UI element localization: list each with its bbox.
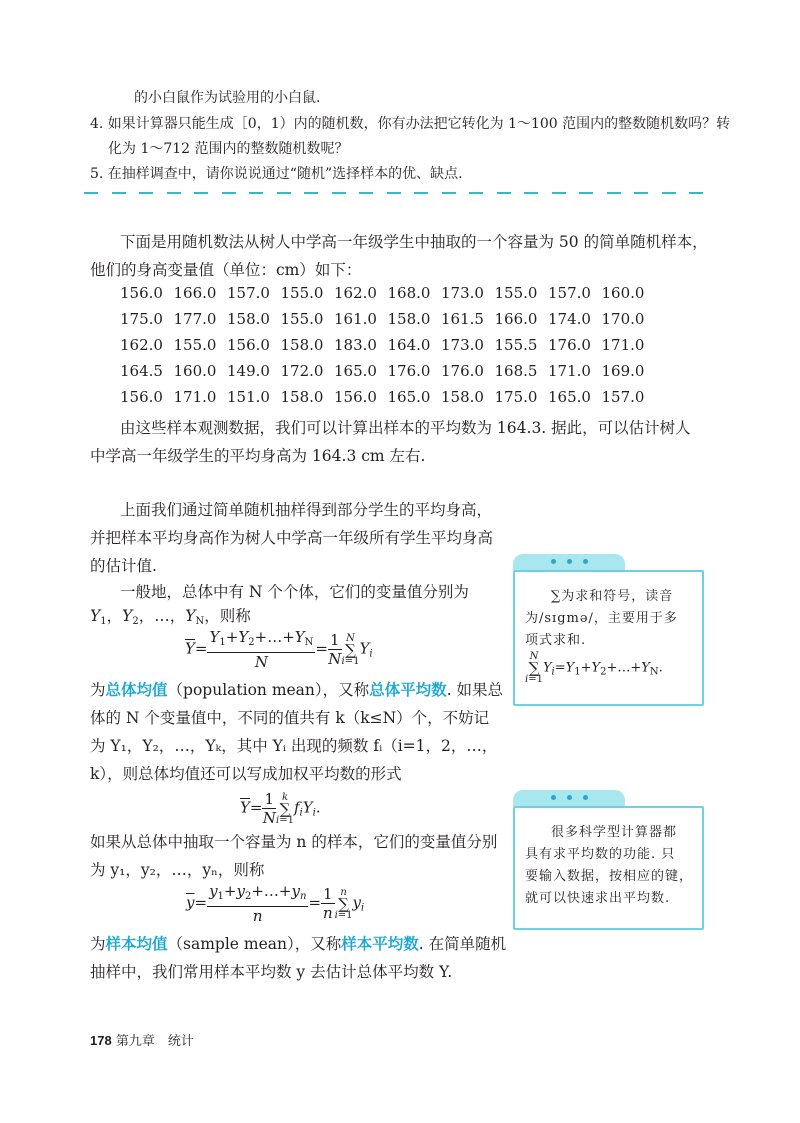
- height-value: 166.0: [173, 284, 217, 302]
- divider-dash: [359, 192, 373, 194]
- divider-dash: [552, 192, 566, 194]
- section2-p1-line1: 上面我们通过简单随机抽样得到部分学生的平均身高，: [120, 501, 493, 519]
- exercise-continuation: 的小白鼠作为试验用的小白鼠.: [134, 90, 321, 106]
- height-value: 175.0: [120, 310, 163, 328]
- divider-dash: [249, 192, 263, 194]
- divider-dash: [414, 192, 428, 194]
- chapter-label: 第九章 统计: [115, 1034, 194, 1049]
- intro-line2: 他们的身高变量值（单位：cm）如下：: [90, 261, 362, 279]
- sidebar-note-calculator: [513, 806, 704, 930]
- height-value: 173.0: [441, 336, 484, 354]
- exercise-4-line2: 化为 1～712 范围内的整数随机数呢？: [108, 141, 349, 157]
- divider-dash: [524, 192, 538, 194]
- height-value: 156.0: [120, 388, 163, 406]
- height-value: 176.0: [441, 362, 484, 380]
- exercise-5: 5. 在抽样调查中，请你说说通过“随机”选择样本的优、缺点.: [90, 166, 463, 182]
- height-value: 177.0: [173, 310, 217, 328]
- height-value: 158.0: [280, 336, 324, 354]
- height-value: 161.5: [441, 310, 484, 328]
- line-g: 抽样中，我们常用样本平均数 y 去估计总体平均数 Y.: [90, 963, 453, 981]
- height-value: 171.0: [548, 362, 591, 380]
- height-value: 172.0: [280, 362, 324, 380]
- formula-population-mean: $\overline{Y}=$ $\frac{Y_1+Y_2+\dots+Y_N}{N}$ = $\frac{1}{N}$ N ∑ $i=1Y_i$: [185, 628, 373, 671]
- height-value: 166.0: [494, 310, 538, 328]
- height-value: 170.0: [601, 310, 645, 328]
- after-table-line2: 中学高一年级学生的平均身高为 164.3 cm 左右.: [90, 447, 426, 465]
- sidebar1-sum-formula: N ∑ $i=1Y_i=Y_1+Y_2+\dots+Y_N$.: [525, 651, 663, 685]
- height-value: 155.0: [280, 284, 324, 302]
- line-f: 为 y₁，y₂，…，yₙ，则称: [90, 861, 265, 879]
- height-value: 169.0: [601, 362, 645, 380]
- section2-p2-line2: $Y_1$，$Y_2$，…，$Y_N$，则称: [90, 607, 251, 627]
- height-value: 151.0: [227, 388, 270, 406]
- height-value: 158.0: [280, 388, 324, 406]
- intro-line1: 下面是用随机数法从树人中学高一年级学生中抽取的一个容量为 50 的简单随机样本，: [120, 233, 708, 251]
- divider-dash: [662, 192, 676, 194]
- height-value: 173.0: [441, 284, 484, 302]
- height-value: 183.0: [334, 336, 377, 354]
- page-footer: [90, 1030, 194, 1049]
- height-value: 157.0: [548, 284, 591, 302]
- sidebar1-line2: 为/sɪgmə/，主要用于多: [525, 611, 678, 626]
- divider-dash: [194, 192, 208, 194]
- divider-dash: [497, 192, 511, 194]
- line-d: k），则总体均值还可以写成加权平均数的形式: [90, 765, 402, 783]
- sidebar1-line3: 项式求和.: [525, 633, 587, 648]
- height-value: 165.0: [548, 388, 591, 406]
- height-value: 165.0: [387, 388, 431, 406]
- divider-dash: [112, 192, 126, 194]
- sidebar-note-sigma: [513, 570, 704, 706]
- height-value: 171.0: [173, 388, 217, 406]
- sidebar1-line1: ∑为求和符号，读音: [551, 589, 674, 604]
- formula-sample-mean: $\overline{y}=$ $\frac{y_1+y_2+\dots+y_n}{n}$ = $\frac{1}{n}$ n ∑ $i=1y_i$: [186, 882, 365, 925]
- divider-dash: [139, 192, 153, 194]
- height-value: 158.0: [387, 310, 431, 328]
- height-value: 171.0: [601, 336, 645, 354]
- divider-dash: [387, 192, 401, 194]
- height-value: 149.0: [227, 362, 270, 380]
- divider-dash: [579, 192, 593, 194]
- height-value: 155.0: [280, 310, 324, 328]
- height-value: 176.0: [387, 362, 431, 380]
- divider-dash: [167, 192, 181, 194]
- height-value: 156.0: [120, 284, 163, 302]
- sidebar2-tab: [513, 790, 625, 806]
- dashed-divider: [84, 190, 704, 196]
- line-e: 如果从总体中抽取一个容量为 n 的样本，它们的变量值分别: [90, 833, 498, 851]
- line-c: 为 Y₁，Y₂，…，Yₖ，其中 Yᵢ 出现的频数 fᵢ（i=1，2，…，: [90, 737, 498, 755]
- height-value: 158.0: [441, 388, 484, 406]
- section2-p1-line2: 并把样本平均身高作为树人中学高一年级所有学生平均身高: [90, 529, 494, 547]
- height-value: 157.0: [227, 284, 270, 302]
- height-value: 160.0: [601, 284, 645, 302]
- height-value: 164.0: [387, 336, 431, 354]
- height-value: 158.0: [227, 310, 270, 328]
- divider-dash: [469, 192, 483, 194]
- height-value: 162.0: [120, 336, 163, 354]
- height-value: 155.5: [494, 336, 538, 354]
- exercise-4-line1: 4. 如果计算器只能生成［0，1）内的随机数，你有办法把它转化为 1～100 范围内的整数随机数吗？转: [90, 116, 731, 132]
- height-value: 168.0: [387, 284, 431, 302]
- divider-dash: [442, 192, 456, 194]
- after-table-line1: 由这些样本观测数据，我们可以计算出样本的平均数为 164.3. 据此，可以估计树人: [120, 419, 691, 437]
- section2-p1-line3: 的估计值.: [90, 557, 157, 575]
- page-number: 178: [90, 1033, 112, 1048]
- height-value: 156.0: [334, 388, 377, 406]
- sidebar2-line1: 很多科学型计算器都: [551, 825, 678, 840]
- sidebar2-line2: 具有求平均数的功能. 只: [525, 847, 676, 862]
- sidebar2-line3: 要输入数据，按相应的键，: [525, 869, 694, 884]
- divider-dash: [277, 192, 291, 194]
- divider-dash: [304, 192, 318, 194]
- divider-dash: [689, 192, 703, 194]
- height-value: 155.0: [494, 284, 538, 302]
- divider-dash: [84, 192, 98, 194]
- population-mean-definition: 为总体均值（population mean），又称总体平均数. 如果总: [90, 680, 504, 699]
- formula-weighted-mean: $\overline{Y}=$ $\frac{1}{N}$ k ∑ $i=1f_iY_i$.: [240, 790, 321, 827]
- line-b: 体的 N 个变量值中，不同的值共有 k（k≤N）个，不妨记: [90, 709, 490, 727]
- divider-dash: [222, 192, 236, 194]
- divider-dash: [607, 192, 621, 194]
- section2-p2-line1: 一般地，总体中有 N 个个体，它们的变量值分别为: [120, 583, 469, 601]
- height-value: 174.0: [548, 310, 591, 328]
- divider-dash: [634, 192, 648, 194]
- height-value: 155.0: [173, 336, 217, 354]
- height-value: 175.0: [494, 388, 538, 406]
- height-value: 168.5: [494, 362, 538, 380]
- height-value: 176.0: [548, 336, 591, 354]
- sidebar1-tab: [513, 554, 625, 570]
- height-value: 157.0: [601, 388, 645, 406]
- height-value: 162.0: [334, 284, 377, 302]
- height-value: 165.0: [334, 362, 377, 380]
- sample-mean-definition: 为样本均值（sample mean），又称样本平均数. 在简单随机: [90, 934, 507, 953]
- height-value: 156.0: [227, 336, 270, 354]
- divider-dash: [332, 192, 346, 194]
- height-value: 161.0: [334, 310, 377, 328]
- height-value: 164.5: [120, 362, 163, 380]
- height-value: 160.0: [173, 362, 217, 380]
- sidebar2-line4: 就可以快速求出平均数.: [525, 891, 671, 906]
